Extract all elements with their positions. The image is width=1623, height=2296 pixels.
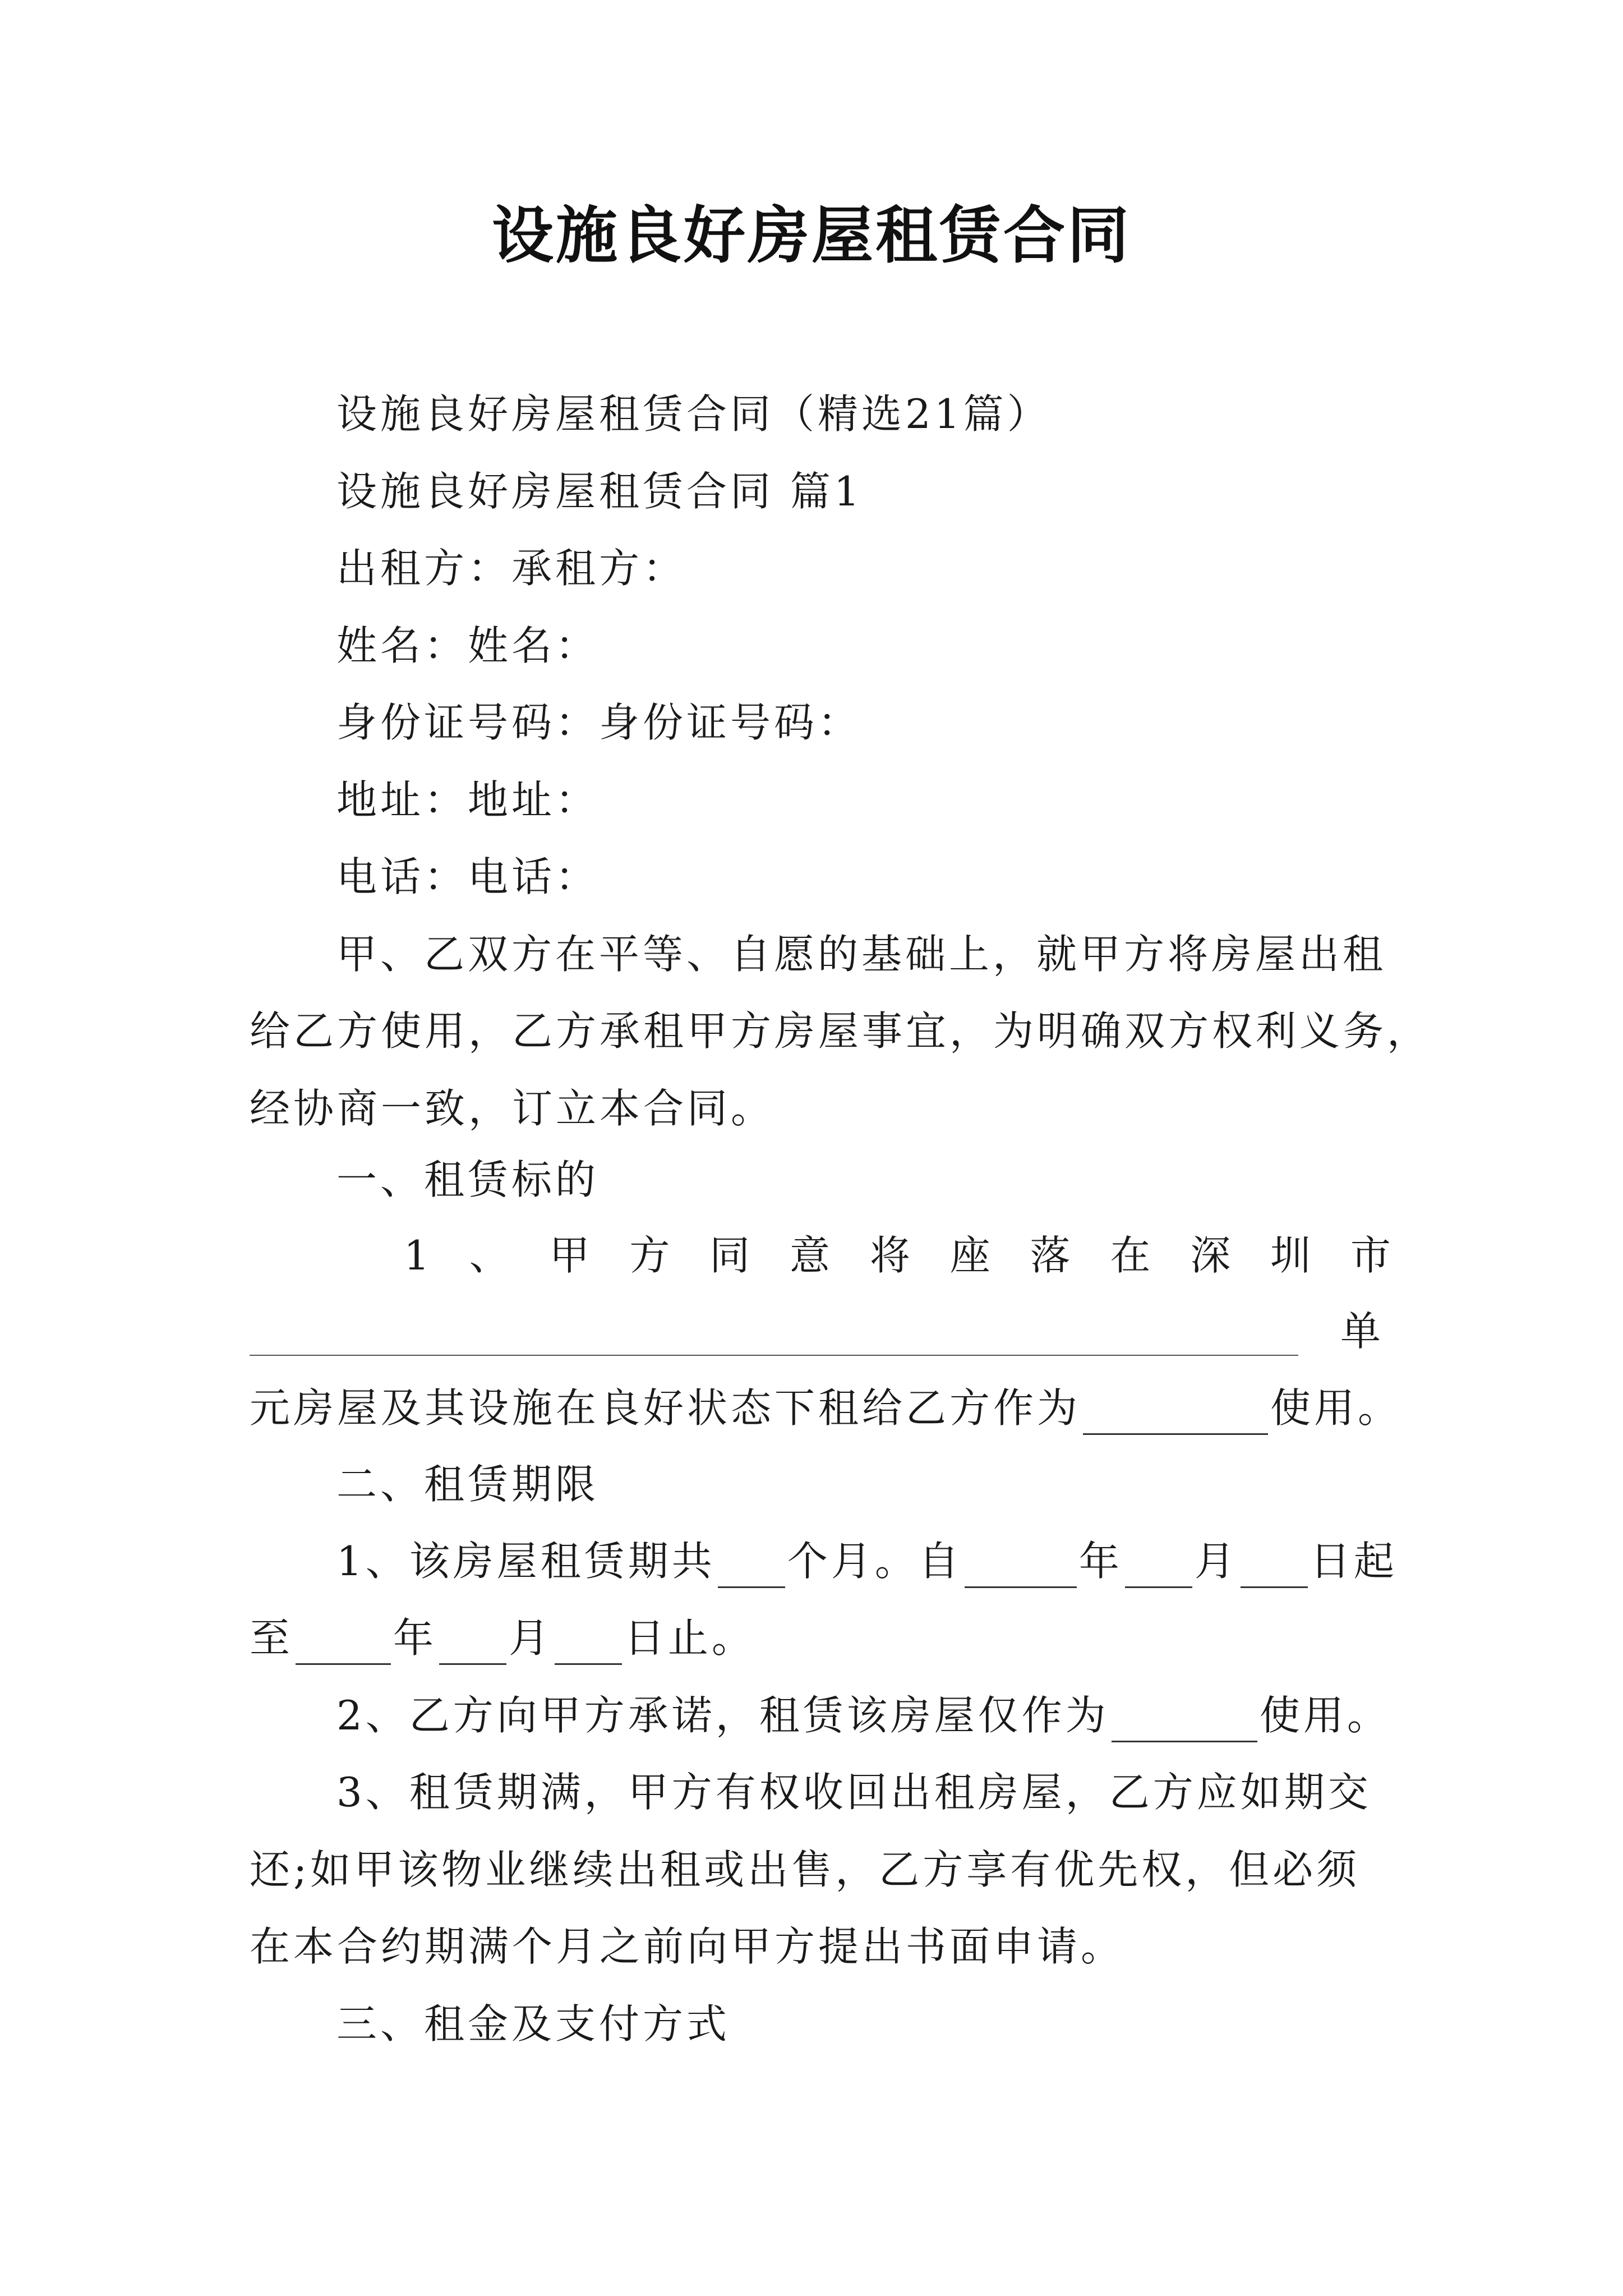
lessor-lessee-line: 出租方：承租方： <box>336 545 687 592</box>
section-heading: 设施良好房屋租赁合同 篇1 <box>336 468 863 515</box>
spread-char: 甲 <box>549 1232 590 1279</box>
document-subtitle: 设施良好房屋租赁合同（精选21篇） <box>336 390 1051 438</box>
article-1-heading: 一、租赁标的 <box>336 1156 600 1203</box>
months-blank[interactable] <box>718 1547 785 1588</box>
spread-char: 意 <box>790 1232 831 1279</box>
spread-char: 将 <box>869 1232 910 1279</box>
end-year-blank[interactable] <box>296 1624 391 1665</box>
spread-char: 、 <box>469 1232 510 1279</box>
end-day-blank[interactable] <box>555 1624 622 1665</box>
article-1-item-1-line-1 <box>404 1228 1391 1282</box>
usage-blank[interactable] <box>1112 1701 1257 1742</box>
unit-char: 单 <box>1340 1308 1381 1355</box>
text-segment: 日止。 <box>624 1614 756 1662</box>
start-month-blank[interactable] <box>1125 1547 1192 1588</box>
article-2-item-1-line-1 <box>336 1534 1398 1588</box>
spread-char: 方 <box>629 1232 670 1279</box>
end-month-blank[interactable] <box>439 1624 506 1665</box>
intro-line-1: 甲、乙双方在平等、自愿的基础上，就甲方将房屋出租 <box>336 931 1387 978</box>
text-segment: 年 <box>393 1614 437 1662</box>
article-2-item-3-line-3: 在本合约期满个月之前向甲方提出书面申请。 <box>250 1923 1125 1970</box>
text-segment: 月 <box>1194 1538 1238 1585</box>
address-line: 地址：地址： <box>336 776 600 823</box>
id-number-line: 身份证号码：身份证号码： <box>336 699 862 746</box>
start-year-blank[interactable] <box>965 1547 1077 1588</box>
text-segment: 使用。 <box>1270 1384 1402 1432</box>
spread-char: 落 <box>1030 1232 1071 1279</box>
text-segment: 至 <box>250 1614 294 1662</box>
name-line: 姓名：姓名： <box>336 622 600 669</box>
spread-char: 同 <box>709 1232 750 1279</box>
phone-line: 电话：电话： <box>336 853 600 900</box>
article-2-heading: 二、租赁期限 <box>336 1461 600 1508</box>
article-2-item-2 <box>336 1688 1391 1742</box>
article-1-item-1-line-3 <box>250 1381 1401 1435</box>
article-2-item-3-line-2: 还;如甲该物业继续出租或出售，乙方享有优先权，但必须 <box>250 1846 1361 1893</box>
text-segment: 2、乙方向甲方承诺，租赁该房屋仅作为 <box>336 1692 1109 1739</box>
spread-char: 座 <box>949 1232 990 1279</box>
start-day-blank[interactable] <box>1241 1547 1308 1588</box>
article-2-item-1-line-2 <box>250 1611 755 1665</box>
text-segment: 年 <box>1078 1538 1123 1585</box>
text-segment: 日起 <box>1310 1538 1398 1585</box>
article-2-item-3-line-1: 3、租赁期满，甲方有权收回出租房屋，乙方应如期交 <box>336 1769 1372 1816</box>
address-fill-in-blank[interactable] <box>250 1355 1298 1356</box>
intro-line-3: 经协商一致，订立本合同。 <box>250 1085 775 1132</box>
document-title: 设施良好房屋租赁合同 <box>492 200 1131 272</box>
spread-char: 1 <box>404 1232 430 1279</box>
text-segment: 元房屋及其设施在良好状态下租给乙方作为 <box>250 1384 1081 1432</box>
article-3-heading: 三、租金及支付方式 <box>336 2000 731 2047</box>
purpose-blank[interactable] <box>1083 1394 1268 1435</box>
spread-char: 圳 <box>1270 1232 1311 1279</box>
spread-char: 深 <box>1190 1232 1231 1279</box>
intro-line-2: 给乙方使用，乙方承租甲方房屋事宜，为明确双方权利义务， <box>250 1007 1431 1055</box>
spread-char: 市 <box>1350 1232 1391 1279</box>
text-segment: 月 <box>509 1614 553 1662</box>
spread-char: 在 <box>1110 1232 1151 1279</box>
text-segment: 1、该房屋租赁期共 <box>336 1538 716 1585</box>
text-segment: 使用。 <box>1259 1692 1391 1739</box>
text-segment: 个月。自 <box>787 1538 962 1585</box>
